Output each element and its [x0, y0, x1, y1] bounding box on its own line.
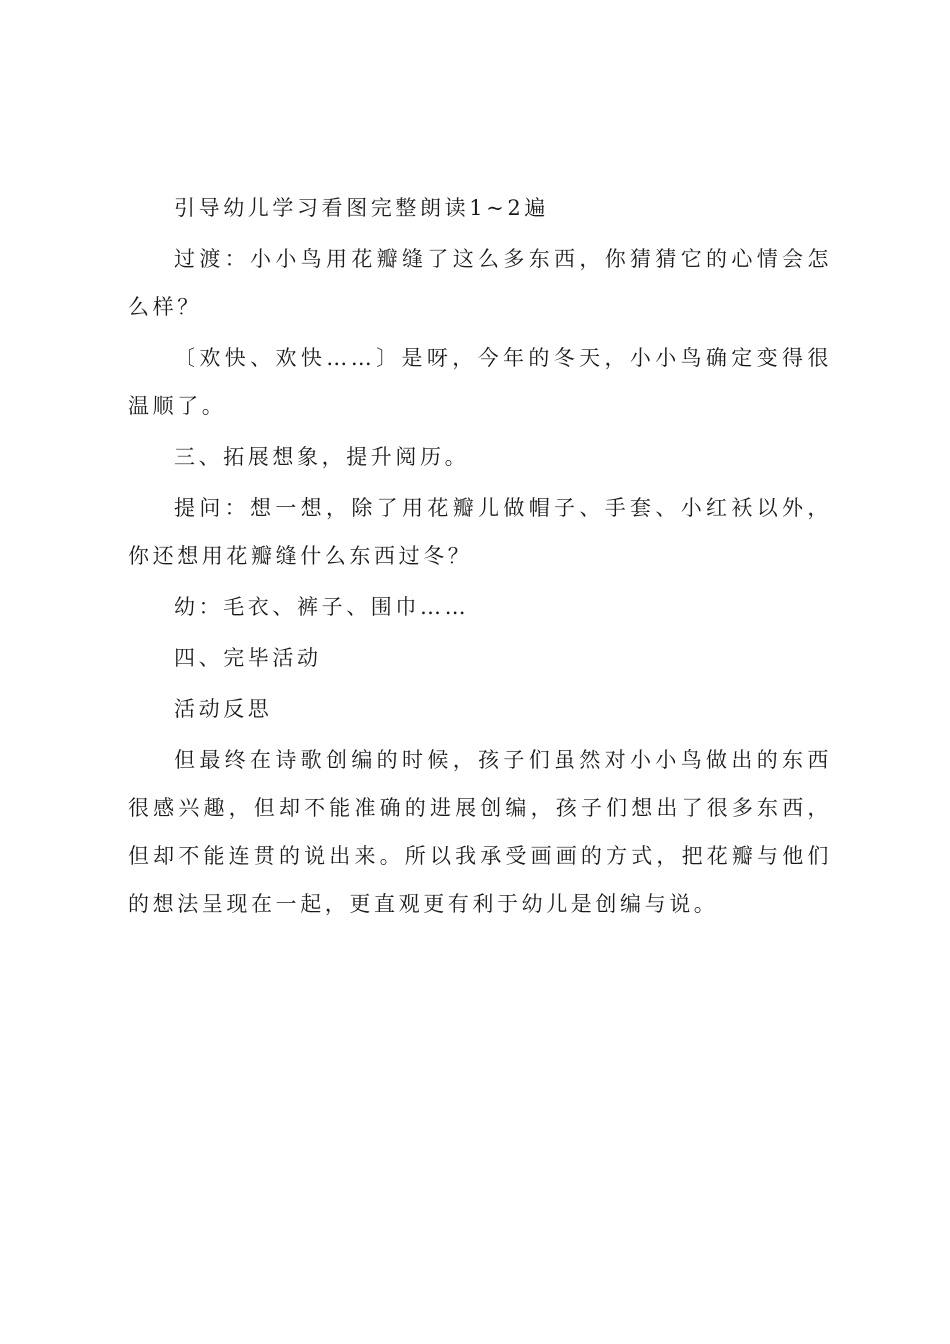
paragraph-child-answer: 幼：毛衣、裤子、围巾…… [174, 595, 470, 619]
reflection-heading: 活动反思 [174, 697, 273, 721]
paragraph-transition: 过渡：小小鸟用花瓣缝了这么多东西，你猜猜它的心情会怎么样？ [128, 247, 832, 319]
document-page [128, 184, 832, 928]
paragraph-reflection: 但最终在诗歌创编的时候，孩子们虽然对小小鸟做出的东西很感兴趣，但却不能准确的进展创编，孩子们想出了很多东西，但却不能连贯的说出来。所以我承受画画的方式，把花瓣与他们的想法呈现在一起，更直观更有利于幼儿是创编与说。 [128, 748, 832, 916]
paragraph-reading-guide: 引导幼儿学习看图完整朗读1~2遍 [174, 196, 549, 220]
paragraph-question: 提问：想一想，除了用花瓣儿做帽子、手套、小红袄以外，你还想用花瓣缝什么东西过冬？ [128, 496, 832, 568]
paragraph-happy-answer: 〔欢快、欢快……〕是呀，今年的冬天，小小鸟确定变得很温顺了。 [128, 346, 832, 418]
section-heading-3: 三、拓展想象，提升阅历。 [174, 445, 470, 469]
section-heading-4: 四、完毕活动 [174, 646, 322, 670]
